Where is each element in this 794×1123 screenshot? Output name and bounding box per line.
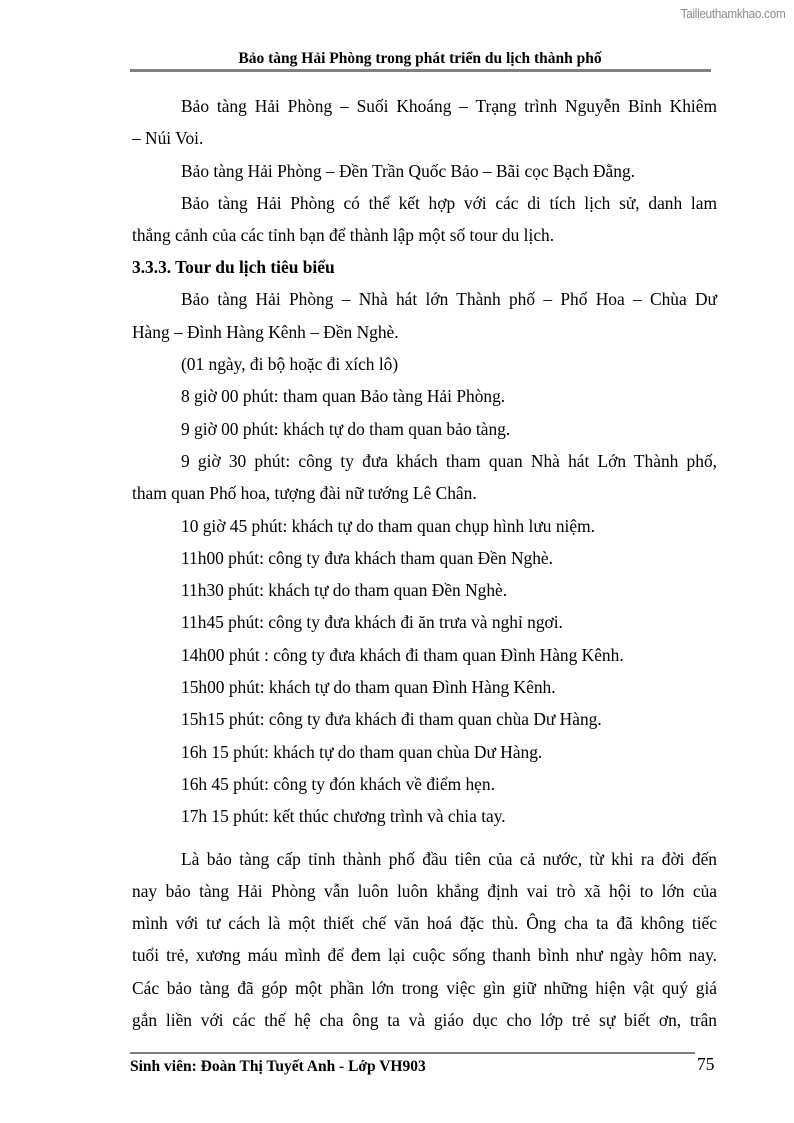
- schedule-item: 16h 45 phút: công ty đón khách về điểm hẹn.: [181, 773, 495, 794]
- footer-student-info: Sinh viên: Đoàn Thị Tuyết Anh - Lớp VH903: [130, 1058, 426, 1075]
- closing-paragraph-line: mình với tư cách là một thiết chế văn hoá đặc thù. Ông cha ta đã không tiếc: [132, 913, 717, 934]
- running-header-title: Bảo tàng Hải Phòng trong phát triển du lịch thành phố: [238, 50, 602, 67]
- tour-route-line: Hàng – Đình Hàng Kênh – Đền Nghè.: [132, 321, 399, 342]
- schedule-item: 10 giờ 45 phút: khách tự do tham quan chụp hình lưu niệm.: [181, 515, 595, 536]
- tour-route-line: Bảo tàng Hải Phòng – Nhà hát lớn Thành phố – Phố Hoa – Chùa Dư: [181, 289, 717, 310]
- page-number: 75: [697, 1054, 715, 1074]
- spacer: [132, 833, 717, 843]
- watermark: Tailieuthamkhao.com: [680, 6, 785, 21]
- schedule-item: 8 giờ 00 phút: tham quan Bảo tàng Hải Phòng.: [181, 386, 506, 407]
- closing-paragraph-line: Là bảo tàng cấp tỉnh thành phố đầu tiên của cả nước, từ khi ra đời đến: [181, 848, 717, 869]
- header-divider: [130, 69, 711, 72]
- tour-duration: (01 ngày, đi bộ hoặc đi xích lô): [181, 354, 399, 375]
- closing-paragraph-line: tuổi trẻ, xương máu mình để đem lại cuộc sống thanh bình như ngày hôm nay.: [132, 945, 717, 966]
- schedule-item: 17h 15 phút: kết thúc chương trình và chia tay.: [181, 806, 506, 827]
- schedule-item: 11h30 phút: khách tự do tham quan Đền Nghè.: [181, 580, 508, 601]
- schedule-item: 11h00 phút: công ty đưa khách tham quan Đền Nghè.: [181, 547, 553, 568]
- schedule-item-continuation: tham quan Phố hoa, tượng đài nữ tướng Lê Chân.: [132, 483, 477, 504]
- schedule-item: 11h45 phút: công ty đưa khách đi ăn trưa và nghỉ ngơi.: [181, 612, 563, 633]
- route-line: Bảo tàng Hải Phòng – Suối Khoáng – Trạng trình Nguyễn Bỉnh Khiêm: [181, 96, 717, 116]
- paragraph-line: Bảo tàng Hải Phòng có thể kết hợp với các di tích lịch sử, danh lam: [181, 192, 717, 213]
- schedule-item: 9 giờ 30 phút: công ty đưa khách tham quan Nhà hát Lớn Thành phố,: [181, 450, 717, 471]
- schedule-item: 15h15 phút: công ty đưa khách đi tham quan chùa Dư Hàng.: [181, 709, 602, 730]
- paragraph-line: thắng cảnh của các tỉnh bạn để thành lập một số tour du lịch.: [132, 225, 555, 246]
- schedule-item: 15h00 phút: khách tự do tham quan Đình Hàng Kênh.: [181, 677, 556, 698]
- schedule-item: 14h00 phút : công ty đưa khách đi tham quan Đình Hàng Kênh.: [181, 644, 624, 665]
- closing-paragraph-line: nay bảo tàng Hải Phòng vẫn luôn luôn khẳng định vai trò xã hội to lớn của: [132, 880, 717, 901]
- schedule-item: 16h 15 phút: khách tự do tham quan chùa Dư Hàng.: [181, 741, 543, 762]
- section-heading: 3.3.3. Tour du lịch tiêu biểu: [132, 257, 335, 278]
- schedule-item: 9 giờ 00 phút: khách tự do tham quan bảo tàng.: [181, 418, 511, 439]
- route-line: Bảo tàng Hải Phòng – Đền Trần Quốc Bảo – Bãi cọc Bạch Đằng.: [181, 160, 636, 181]
- page-body: [132, 90, 717, 1036]
- closing-paragraph-line: gắn liền với các thế hệ cha ông ta và giáo dục cho lớp trẻ sự biết ơn, trân: [132, 1010, 717, 1031]
- route-line-continuation: – Núi Voi.: [132, 128, 204, 149]
- footer-divider: [130, 1052, 695, 1054]
- closing-paragraph-line: Các bảo tàng đã góp một phần lớn trong việc gìn giữ những hiện vật quý giá: [132, 977, 717, 998]
